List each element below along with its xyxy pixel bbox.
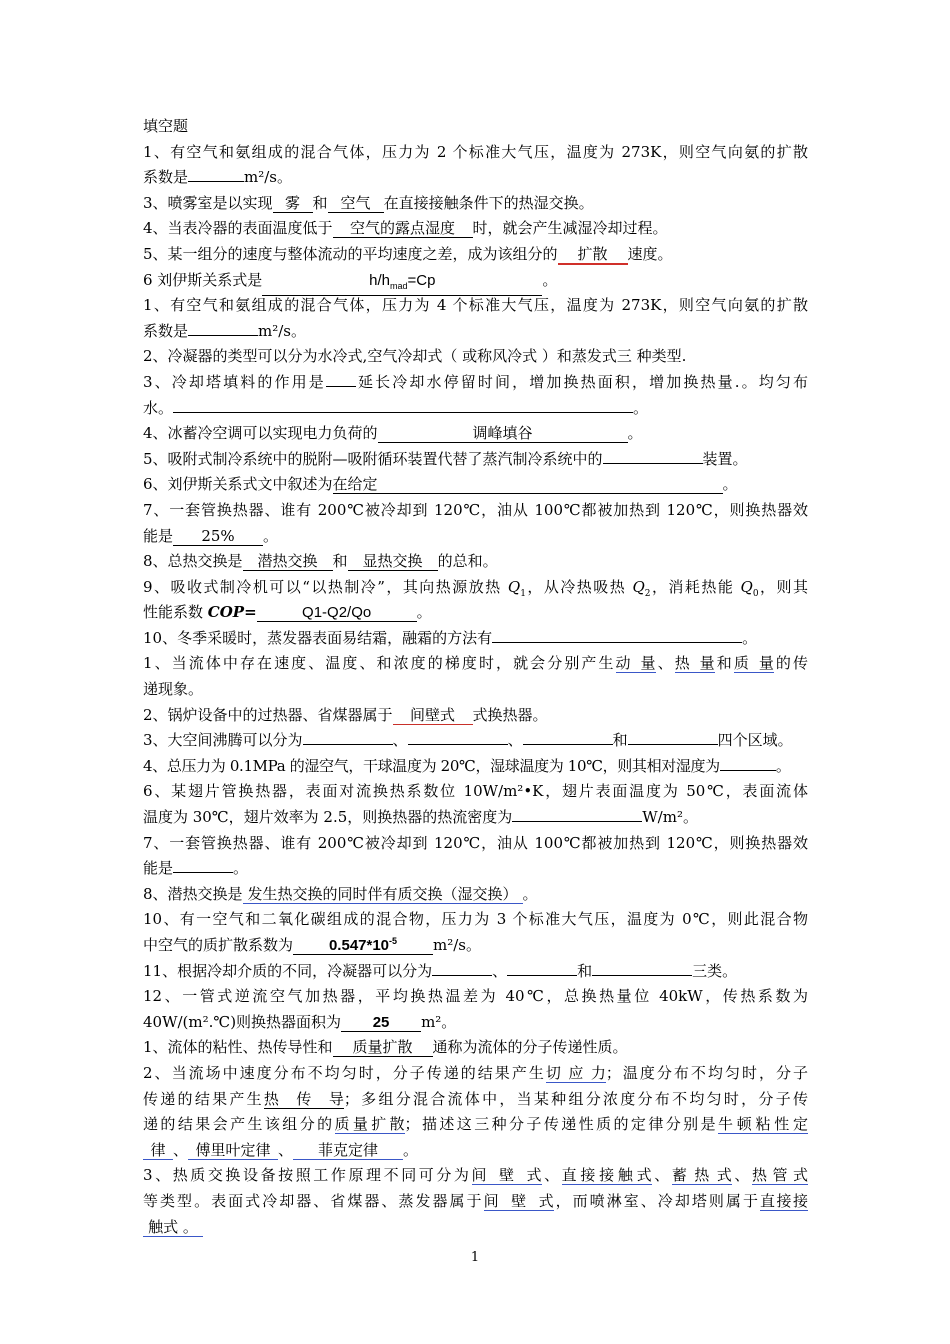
question-line: 水。 。: [143, 398, 649, 417]
question-line: 2、锅炉设备中的过热器、省煤器属于 间壁式 式换热器。: [143, 705, 548, 724]
answer-blank: $0.547*10^{-5}$: [293, 933, 433, 955]
answer-blank: Q1-Q2/Qo: [257, 604, 417, 622]
question-line: 3、冷却塔填料的作用是 延长冷却水停留时间，增加换热面积，增加换热量.。均匀布: [143, 372, 808, 391]
answer-blank: 菲克定律: [293, 1142, 403, 1160]
answer-blank: 傅里叶定律: [188, 1142, 278, 1160]
question-line: 中空气的质扩散系数为 $0.547*10^{-5}$ m²/s。: [143, 933, 808, 959]
question-line: 4、总压力为 0.1MPa 的湿空气，干球温度为 20℃，湿球温度为 10℃，则其相对湿度为 。: [143, 756, 791, 775]
answer-blank: [408, 744, 508, 745]
answer-blank: [173, 872, 233, 873]
question-line: 10、有一空气和二氧化碳组成的混合物，压力为 3 个标准大气压，温度为 0℃，则此混合物: [143, 910, 808, 929]
answer-blank: 律: [143, 1142, 173, 1160]
question-line: 1、有空气和氨组成的混合气体，压力为 4 个标准大气压，温度为 273K，则空气向氨的扩散: [143, 296, 808, 315]
answer-blank: [492, 642, 742, 643]
answer-blank: 质量扩散: [334, 1115, 405, 1134]
answer-blank: [628, 744, 718, 745]
question-line: 7、一套管换热器、谁有 200℃被冷却到 120℃，油从 100℃都被加热到 120℃，则换热器效: [143, 500, 808, 519]
answer-blank: $h/h_{mad}=Cp$: [262, 272, 542, 296]
question-line: 2、当流场中速度分布不均匀时，分子传递的结果产生切应力；温度分布不均匀时，分子: [143, 1063, 808, 1082]
question-line: 3、喷雾室是以实现 雾 和 空气 在直接接触条件下的热湿交换。: [143, 193, 594, 212]
answer-blank: [173, 412, 633, 413]
answer-blank: 质量: [733, 654, 774, 673]
question-line: 10、冬季采暖时，蒸发器表面易结霜，融霜的方法有 。: [143, 628, 758, 647]
question-line: 1、流体的粘性、热传导性和 质量扩散 通称为流体的分子传递性质。: [143, 1038, 628, 1057]
answer-blank: 切应力: [545, 1063, 606, 1082]
answer-blank: [507, 975, 577, 976]
question-line: 温度为 30℃，翅片效率为 2.5，则换热器的热流密度为 W/m²。: [143, 808, 698, 827]
question-line: 3、热质交换设备按照工作原理不同可分为间壁式、直接接触式、蓄热式、热管式: [143, 1166, 808, 1185]
question-line: 律 、 傅里叶定律 、 菲克定律 。: [143, 1138, 808, 1164]
question-line: 1、当流体中存在速度、温度、和浓度的梯度时，就会分别产生动量、热量和质量的传: [143, 654, 808, 673]
fill-in-blank-questions: [143, 114, 808, 1240]
answer-blank: [603, 463, 703, 464]
question-line: 5、某一组分的速度与整体流动的平均速度之差，成为该组分的 扩散 速度。: [143, 244, 673, 263]
answer-blank: 显热交换: [348, 553, 438, 571]
question-line: 等类型。表面式冷却器、省煤器、蒸发器属于间壁式，而喷淋室、冷却塔则属于直接接: [143, 1191, 808, 1210]
question-line: 性能系数 COP= Q1-Q2/Qo 。: [143, 603, 432, 622]
answer-blank: [512, 821, 642, 822]
question-line: [143, 1215, 808, 1241]
question-line: 递的结果会产生该组分的质量扩散；描述这三种分子传递性质的定律分别是牛顿粘性定: [143, 1115, 808, 1134]
question-line: 8、总热交换是 潜热交换 和 显热交换 的总和。: [143, 552, 498, 571]
question-line: 传递的结果产生热传导；多组分混合流体中，当某种组分浓度分布不均匀时，分子传: [143, 1089, 808, 1108]
answer-blank: 间壁式: [483, 1191, 554, 1210]
answer-blank: 空气: [328, 195, 384, 213]
answer-blank: [523, 744, 613, 745]
answer-blank: 动量: [615, 654, 656, 673]
answer-blank: 触式 。: [143, 1219, 203, 1237]
answer-blank: 潜热交换: [243, 553, 333, 571]
answer-blank: 间壁式: [471, 1166, 542, 1185]
question-line: 递现象。: [143, 680, 204, 699]
answer-blank: 空气的露点湿度: [333, 220, 473, 238]
question-line: 3、大空间沸腾可以分为 、 、 和 四个区域。: [143, 731, 793, 750]
section-heading: 填空题: [143, 117, 189, 135]
answer-blank: [326, 386, 356, 387]
answer-blank: [592, 975, 692, 976]
question-line: 4、当表冷器的表面温度低于 空气的露点湿度 时，就会产生减湿冷却过程。: [143, 219, 668, 238]
answer-blank: [188, 335, 258, 336]
question-line: 6、某翅片管换热器，表面对流换热系数位 10W/m²•K，翅片表面温度为 50℃，表面流体: [143, 782, 808, 801]
question-line: 8、潜热交换是 发生热交换的同时伴有质交换（湿交换） 。: [143, 884, 538, 903]
answer-blank: 25: [341, 1014, 421, 1032]
question-line: 4、冰蓄冷空调可以实现电力负荷的 调峰填谷 。: [143, 424, 643, 443]
question-line: 2、冷凝器的类型可以分为水冷式,空气冷却式（ 或称风冷式 ）和蒸发式三 种类型.: [143, 347, 687, 366]
answer-blank: [188, 181, 244, 182]
answer-blank: 直接接: [759, 1191, 808, 1210]
question-line: 系数是 m²/s。: [143, 321, 307, 340]
question-line: 1、有空气和氨组成的混合气体，压力为 2 个标准大气压，温度为 273K，则空气向氨的扩散: [143, 142, 808, 161]
answer-blank: [720, 770, 776, 771]
answer-blank: 热管式: [751, 1166, 808, 1185]
question-line: 40W/(m².℃)则换热器面积为 25 m²。: [143, 1012, 457, 1031]
answer-blank: 扩散: [558, 246, 628, 265]
answer-blank: 牛顿粘性定: [717, 1115, 808, 1134]
question-line: 能是 。: [143, 859, 249, 878]
answer-blank: 热传导: [263, 1089, 344, 1108]
answer-blank: 25%: [173, 528, 263, 546]
question-line: 6 刘伊斯关系式是 $h/h_{mad}=Cp$ 。: [143, 268, 808, 294]
answer-blank: 发生热交换的同时伴有质交换（湿交换）: [243, 886, 523, 904]
answer-blank: 在给定: [333, 476, 723, 494]
answer-blank: 热量: [674, 654, 715, 673]
question-line: 12、一管式逆流空气加热器，平均换热温差为 40℃，总换热量位 40kW，传热系数为: [143, 987, 808, 1006]
question-line: 9、吸收式制冷机可以“以热制冷”，其向热源放热 $Q_1$，从冷热吸热 $Q_2$，消耗热能 $Q_0$，则其: [143, 577, 808, 599]
question-line: 5、吸附式制冷系统中的脱附—吸附循环装置代替了蒸汽制冷系统中的 装置。: [143, 449, 748, 468]
answer-blank: 直接接触式: [561, 1166, 652, 1185]
question-line: 11、根据冷却介质的不同，冷凝器可以分为 、 和 三类。: [143, 961, 738, 980]
question-line: 系数是 m²/s。: [143, 168, 293, 187]
question-line: 6、刘伊斯关系式文中叙述为在给定 。: [143, 475, 738, 494]
answer-blank: 调峰填谷: [378, 425, 628, 443]
answer-blank: 蓄热式: [671, 1166, 732, 1185]
question-line: 7、一套管换热器、谁有 200℃被冷却到 120℃，油从 100℃都被加热到 120℃，则换热器效: [143, 833, 808, 852]
question-line: 能是 25% 。: [143, 526, 279, 545]
page-number: 1: [470, 1250, 480, 1265]
answer-blank: 质量扩散: [333, 1039, 433, 1057]
answer-blank: [303, 744, 393, 745]
answer-blank: [432, 975, 492, 976]
answer-blank: 雾: [273, 195, 313, 213]
answer-blank: 间壁式: [393, 707, 473, 725]
